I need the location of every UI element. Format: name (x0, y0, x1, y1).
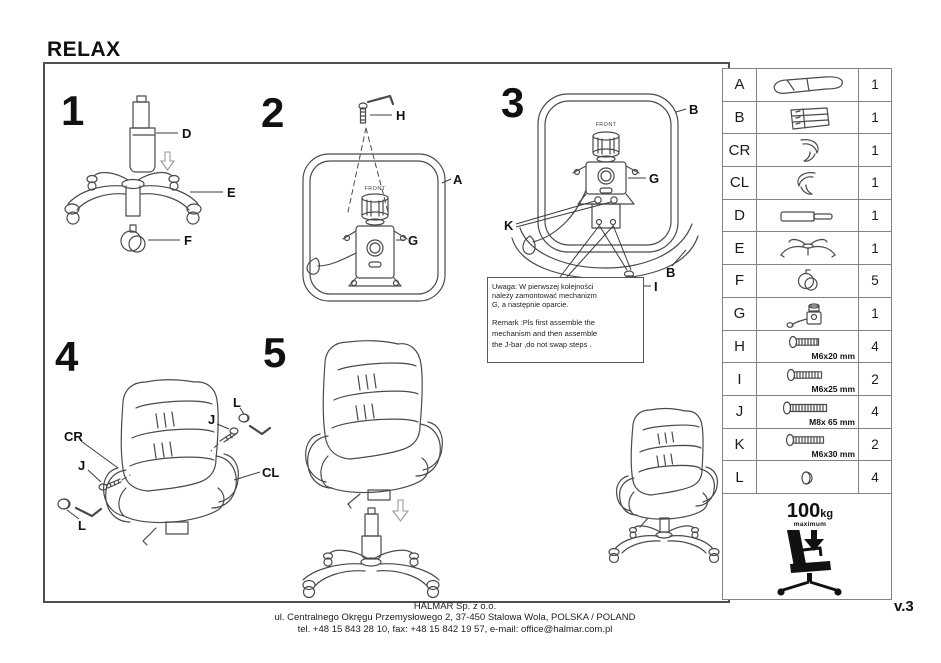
step-5-number: 5 (263, 329, 287, 376)
step-3-number: 3 (501, 79, 525, 126)
part-label: B (723, 102, 757, 134)
table-row-f (723, 265, 891, 298)
page-title: RELAX (47, 38, 121, 61)
part-label: J (723, 396, 757, 428)
note-english-line1: Remark :Pls first assemble the (492, 317, 595, 327)
note-polish-line2: należy zamontować mechanizm (492, 291, 597, 301)
screw-guide-1 (599, 225, 627, 270)
part-qty: 1 (858, 134, 891, 166)
part-qty: 4 (858, 461, 891, 494)
armrest-left-icon (757, 167, 858, 199)
part-qty: 1 (858, 69, 891, 101)
armrest-right-icon (104, 468, 130, 522)
weight-limit-box (722, 493, 892, 600)
step-2-drawing (296, 90, 481, 305)
part-label-g: G (649, 171, 660, 186)
star-base-icon (65, 173, 201, 224)
part-label-b-bottom: B (666, 265, 676, 280)
part-label-j-left: J (78, 458, 86, 473)
part-qty: 1 (858, 232, 891, 264)
part-qty: 1 (858, 298, 891, 330)
part-label-a: A (453, 172, 463, 187)
gas-lift-icon (757, 200, 858, 232)
table-row-cr (723, 134, 891, 167)
part-label: G (723, 298, 757, 330)
step-1-drawing (60, 88, 265, 268)
part-label-j-right: J (208, 412, 216, 427)
bolt-size-label: M6x25 mm (811, 383, 855, 394)
part-label-e: E (227, 185, 236, 200)
screw-guide-2 (613, 225, 631, 270)
allen-key-icon (368, 96, 393, 104)
table-row-j (723, 396, 891, 429)
front-marking: FRONT (364, 186, 386, 192)
note-english-line3: the J-bar ,do not swap steps . (492, 339, 592, 349)
star-base-icon (757, 232, 858, 264)
part-label-f: F (184, 233, 192, 248)
leader-b-top (676, 109, 686, 112)
part-label: L (723, 461, 757, 494)
part-qty: 1 (858, 167, 891, 199)
part-label-i: I (654, 279, 658, 294)
base-assembly (303, 508, 439, 598)
gas-lift-icon (130, 96, 155, 172)
cap-icon (239, 414, 249, 422)
weight-qualifier: maximum (793, 520, 827, 528)
part-label-b-top: B (689, 102, 699, 117)
bolt-icon (757, 331, 858, 363)
bolt-size-label: M6x20 mm (811, 351, 855, 362)
part-label-d: D (182, 126, 192, 141)
mechanism-icon (523, 132, 639, 254)
part-label-g: G (408, 233, 419, 248)
part-label: D (723, 200, 757, 232)
seat-cushion-icon (757, 69, 858, 101)
parts-table (722, 68, 892, 494)
bolt-icon (220, 428, 238, 442)
bolt-icon (359, 103, 367, 123)
leader-j-right (217, 424, 229, 429)
version-label: v.3 (894, 598, 914, 615)
table-row-d (723, 200, 891, 233)
part-label-cl: CL (262, 465, 280, 480)
leader-a (442, 179, 451, 183)
footer-contact: tel. +48 15 843 28 10, fax: +48 15 842 19 57, e-mail: office@halmar.com.pl (297, 623, 613, 635)
leader-j-left (88, 470, 101, 482)
table-row-i (723, 363, 891, 396)
part-label: E (723, 232, 757, 264)
part-label: A (723, 69, 757, 101)
assembly-note (487, 277, 644, 363)
footer (0, 601, 910, 635)
footer-company: HALMAR Sp. z o.o. (413, 601, 497, 612)
chair-body (306, 341, 443, 508)
note-english-line2: mechanism and then assemble (492, 328, 598, 338)
caster-icon (121, 225, 145, 252)
part-qty: 4 (858, 396, 891, 428)
step-2-number: 2 (261, 89, 285, 136)
part-label-k: K (504, 218, 514, 233)
part-label: CR (723, 134, 757, 166)
table-row-b (723, 102, 891, 135)
armrest-right-icon (757, 134, 858, 166)
part-label-l-left: L (78, 518, 86, 533)
bolt-icon (757, 429, 858, 461)
bolt-icon (757, 363, 858, 395)
leader-k1 (516, 201, 595, 224)
weight-value: 100 (786, 499, 821, 522)
note-polish-line1: Uwaga: W pierwszej kolejności (492, 282, 594, 291)
part-label-l-right: L (233, 395, 241, 410)
down-arrow-icon (393, 500, 408, 521)
part-qty: 2 (858, 363, 891, 395)
step-5-drawing (268, 332, 483, 600)
part-label-h: H (396, 108, 406, 123)
part-qty: 1 (858, 102, 891, 134)
chair-body (119, 380, 224, 545)
part-label-cr: CR (64, 429, 83, 444)
cap-icon (58, 499, 70, 509)
seat-underside (303, 154, 445, 301)
part-qty: 2 (858, 429, 891, 461)
step-1-number: 1 (61, 87, 85, 134)
chair-body (609, 409, 719, 563)
table-row-l (723, 461, 891, 494)
bolt-size-label: M6x30 mm (811, 449, 855, 460)
part-label: CL (723, 167, 757, 199)
part-label: H (723, 331, 757, 363)
table-row-g (723, 298, 891, 331)
alignment-dashes (348, 128, 388, 212)
caster-icon (757, 265, 858, 297)
allen-key-icon (76, 508, 101, 516)
weight-limit-text (781, 501, 833, 521)
chair-weight-icon (768, 530, 846, 596)
allen-key-icon (250, 426, 270, 434)
cap-icon (757, 461, 858, 494)
part-qty: 4 (858, 331, 891, 363)
part-label: I (723, 363, 757, 395)
part-qty: 1 (858, 200, 891, 232)
note-polish-line3: G, a następnie oparcie. (492, 300, 569, 310)
step-4-number: 4 (55, 333, 79, 380)
part-qty: 5 (858, 265, 891, 297)
part-label: F (723, 265, 757, 297)
table-row-e (723, 232, 891, 265)
bolt-icon (757, 396, 858, 428)
front-marking: FRONT (595, 122, 617, 128)
table-row-cl (723, 167, 891, 200)
backrest-icon (757, 102, 858, 134)
bolt-size-label: M8x 65 mm (809, 416, 855, 427)
table-row-h (723, 331, 891, 364)
leader-b-bottom (672, 250, 686, 266)
mechanism-icon (307, 194, 407, 286)
table-row-k (723, 429, 891, 462)
weight-unit: kg (820, 507, 834, 520)
down-arrow-icon (161, 152, 174, 170)
footer-address: ul. Centralnego Okręgu Przemysłowego 2, 37-450 Stalowa Wola, POLSKA / POLAND (274, 612, 636, 624)
table-row-a (723, 69, 891, 102)
part-label: K (723, 429, 757, 461)
mechanism-icon (757, 298, 858, 330)
leader-cr (81, 441, 118, 468)
